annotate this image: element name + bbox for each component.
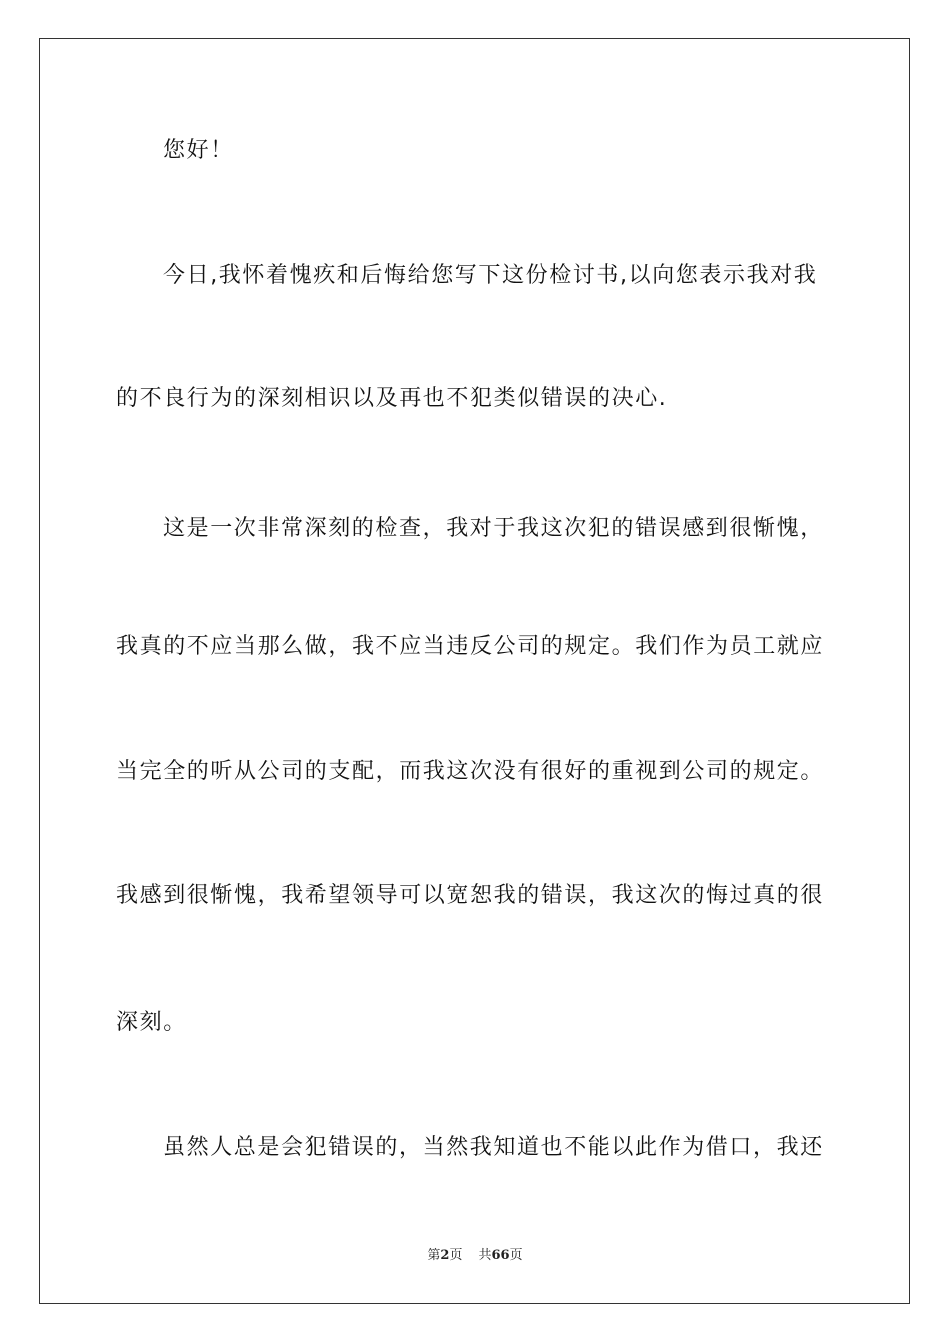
paragraph-line: 的不良行为的深刻相识以及再也不犯类似错误的决心. bbox=[116, 386, 668, 411]
total-suffix: 页 bbox=[509, 1248, 523, 1263]
page-border bbox=[39, 38, 910, 1304]
greeting-line: 您好！ bbox=[163, 138, 234, 163]
page-number: 2 bbox=[440, 1248, 450, 1263]
paragraph-line: 今日,我怀着愧疚和后悔给您写下这份检讨书,以向您表示我对我 bbox=[163, 263, 818, 288]
paragraph-line: 这是一次非常深刻的检查，我对于我这次犯的错误感到很惭愧， bbox=[163, 516, 824, 541]
paragraph-line: 虽然人总是会犯错误的，当然我知道也不能以此作为借口，我还 bbox=[163, 1135, 824, 1160]
paragraph-line: 我真的不应当那么做，我不应当违反公司的规定。我们作为员工就应 bbox=[116, 634, 825, 659]
paragraph-line: 我感到很惭愧，我希望领导可以宽恕我的错误，我这次的悔过真的很 bbox=[116, 883, 825, 908]
paragraph-line: 深刻。 bbox=[116, 1010, 187, 1035]
page-prefix: 第 bbox=[427, 1248, 441, 1263]
total-prefix: 共 bbox=[478, 1248, 492, 1263]
total-pages: 66 bbox=[491, 1248, 510, 1263]
page-footer bbox=[0, 1247, 950, 1265]
paragraph-line: 当完全的听从公司的支配，而我这次没有很好的重视到公司的规定。 bbox=[116, 759, 825, 784]
page-suffix: 页 bbox=[449, 1248, 463, 1263]
